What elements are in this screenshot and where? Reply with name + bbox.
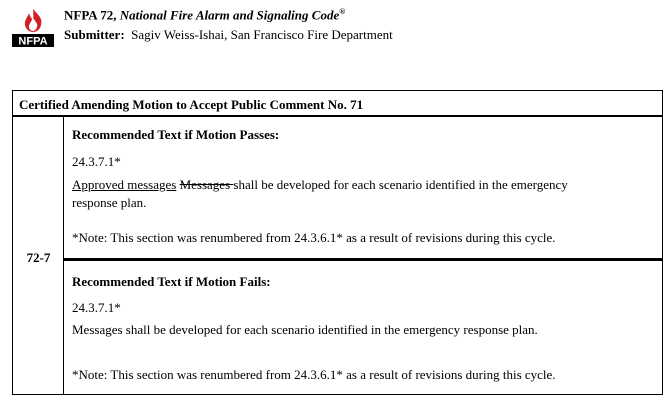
passes-heading: Recommended Text if Motion Passes: <box>72 127 280 142</box>
motion-table <box>12 90 663 395</box>
row-id-column <box>13 117 64 394</box>
row-id: 72-7 <box>26 250 51 265</box>
nfpa-logo <box>12 7 54 47</box>
passes-body-rest: shall be developed for each scenario identified in the emergency response plan. <box>72 177 568 210</box>
submitter-line <box>64 27 393 43</box>
table-title-row <box>13 91 662 117</box>
motion-fails-section <box>64 261 662 394</box>
fails-body: Messages shall be developed for each scenario identified in the emergency response plan. <box>72 322 538 337</box>
inserted-text: Approved messages <box>72 177 177 192</box>
passes-note: *Note: This section was renumbered from 24.3.6.1* as a result of revisions during this cycle. <box>72 230 556 245</box>
fails-section-number: 24.3.7.1* <box>72 300 121 315</box>
document-header <box>12 7 662 47</box>
fails-note: *Note: This section was renumbered from 24.3.6.1* as a result of revisions during this cycle. <box>72 367 556 382</box>
fails-heading: Recommended Text if Motion Fails: <box>72 274 271 289</box>
registered-mark: ® <box>339 7 346 16</box>
submitter-label: Submitter: <box>64 27 125 42</box>
table-title: Certified Amending Motion to Accept Public Comment No. 71 <box>19 97 364 112</box>
logo-text: NFPA <box>18 35 48 47</box>
passes-section-number: 24.3.7.1* <box>72 154 121 169</box>
deleted-text: Messages <box>179 177 234 192</box>
submitter-value: Sagiv Weiss-Ishai, San Francisco Fire Department <box>131 27 393 42</box>
passes-body <box>72 176 577 212</box>
title-prefix: NFPA 72, <box>64 7 120 23</box>
motion-passes-section <box>64 117 662 261</box>
title-code-name: National Fire Alarm and Signaling Code <box>119 7 340 23</box>
document-title <box>64 7 345 23</box>
